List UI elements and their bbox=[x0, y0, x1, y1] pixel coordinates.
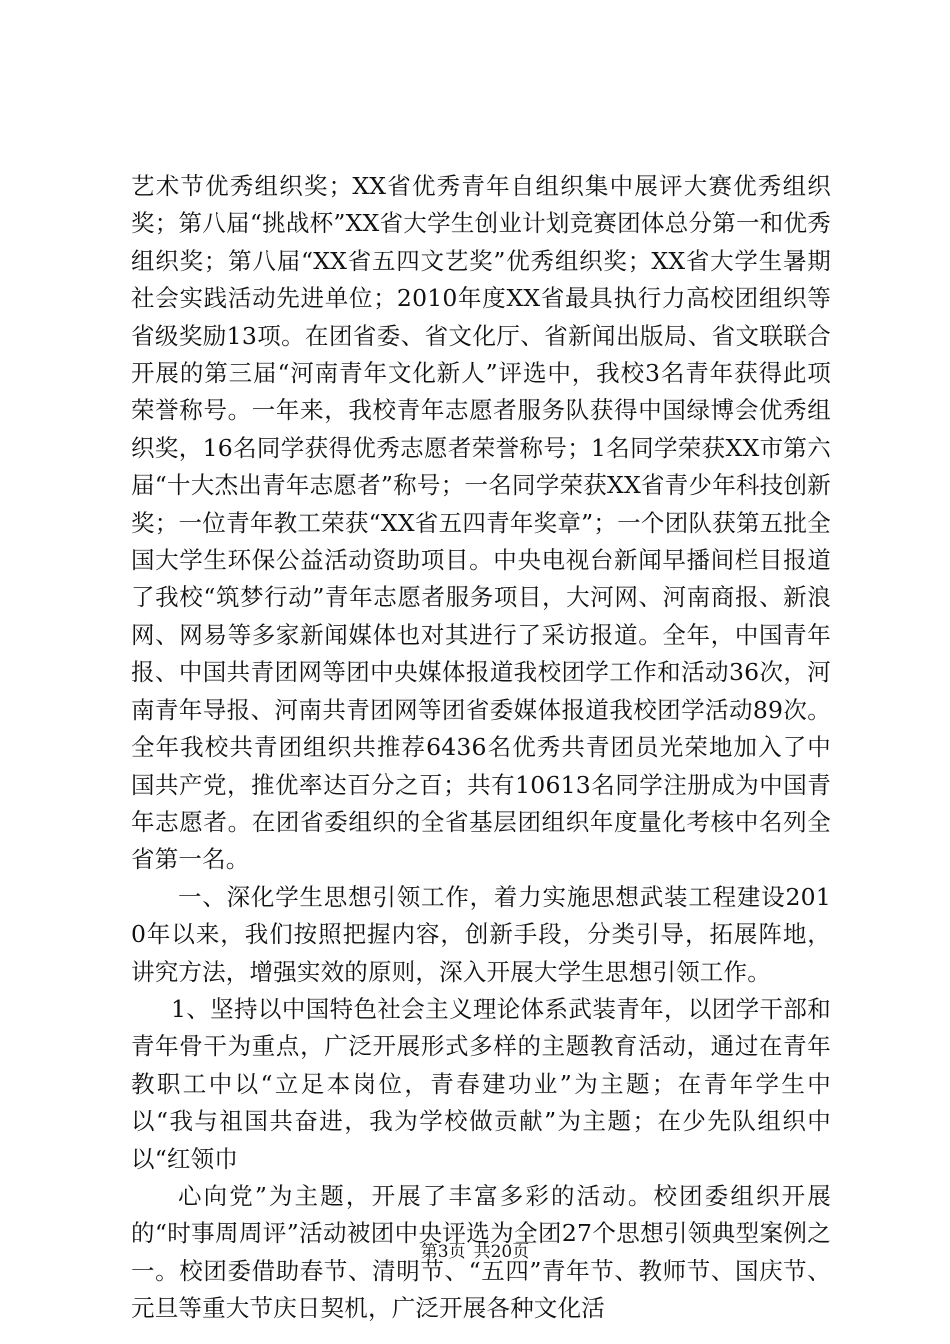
page-total: 共20页 bbox=[473, 1242, 530, 1262]
page-footer bbox=[0, 1241, 950, 1263]
paragraph-activities: 心向党”为主题，开展了丰富多彩的活动。校团委组织开展的“时事周周评”活动被团中央评选为全团27个思想引领典型案例之一。校团委借助春节、清明节、“五四”青年节、教师节、国庆节、元旦等重大节庆日契机，广泛开展各种文化活 bbox=[131, 1181, 831, 1323]
paragraph-theory-education: 1、坚持以中国特色社会主义理论体系武装青年，以团学干部和青年骨干为重点，广泛开展形式多样的主题教育活动，通过在青年教职工中以“立足本岗位，青春建功业”为主题；在青年学生中以“我与祖国共奋进，我为学校做贡献”为主题；在少先队组织中以“红领巾 bbox=[131, 994, 831, 1173]
paragraph-awards: 艺术节优秀组织奖；XX省优秀青年自组织集中展评大赛优秀组织奖；第八届“挑战杯”XX省大学生创业计划竞赛团体总分第一和优秀组织奖；第八届“XX省五四文艺奖”优秀组织奖；XX省大学生暑期社会实践活动先进单位；2010年度XX省最具执行力高校团组织等省级奖励13项。在团省委、省文化厅、省新闻出版局、省文联联合开展的第三届“河南青年文化新人”评选中，我校3名青年获得此项荣誉称号。一年来，我校青年志愿者服务队获得中国绿博会优秀组织奖，16名同学获得优秀志愿者荣誉称号；1名同学荣获XX市第六届“十大杰出青年志愿者”称号；一名同学荣获XX省青少年科技创新奖；一位青年教工荣获“XX省五四青年奖章”；一个团队获第五批全国大学生环保公益活动资助项目。中央电视台新闻早播间栏目报道了我校“筑梦行动”青年志愿者服务项目，大河网、河南商报、新浪网、网易等多家新闻媒体也对其进行了采访报道。全年，中国青年报、中国共青团网等团中央媒体报道我校团学工作和活动36次，河南青年导报、河南共青团网等团省委媒体报道我校团学活动89次。全年我校共青团组织共推荐6436名优秀共青团员光荣地加入了中国共产党，推优率达百分之百；共有10613名同学注册成为中国青年志愿者。在团省委组织的全省基层团组织年度量化考核中名列全省第一名。 bbox=[131, 172, 831, 874]
paragraph-section-heading: 一、深化学生思想引领工作，着力实施思想武装工程建设2010年以来，我们按照把握内容，创新手段，分类引导，拓展阵地，讲究方法，增强实效的原则，深入开展大学生思想引领工作。 bbox=[131, 882, 831, 986]
page-number: 第3页 bbox=[420, 1242, 466, 1262]
document-body bbox=[131, 168, 831, 1328]
